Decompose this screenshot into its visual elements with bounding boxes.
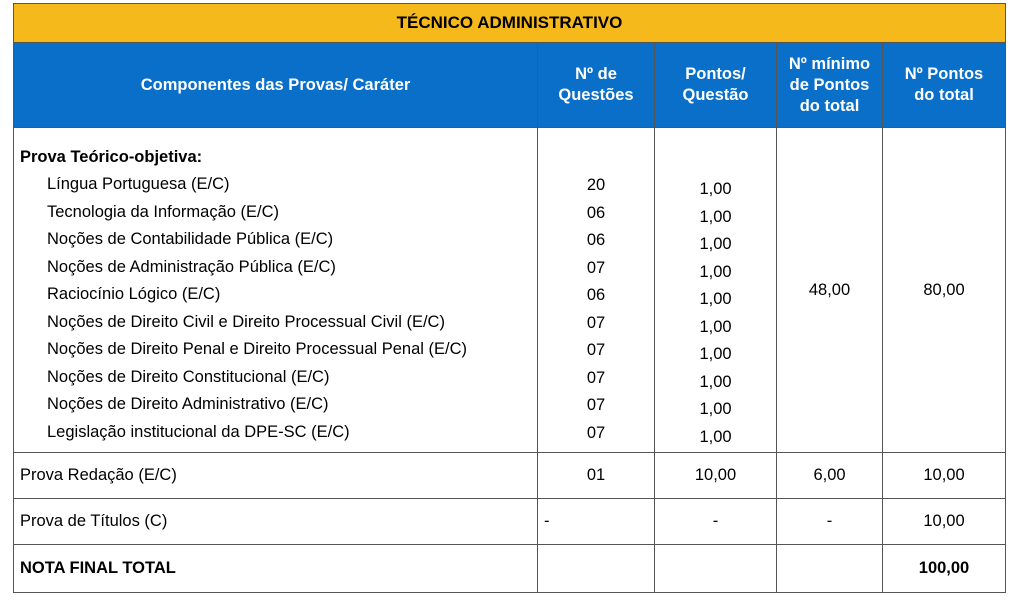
titulos-name: Prova de Títulos (C) <box>14 499 538 545</box>
titulos-min-points: - <box>777 499 883 545</box>
exam-components-table <box>13 3 1006 593</box>
title-row <box>14 4 1006 43</box>
subject-points: 1,00 <box>699 290 732 308</box>
objective-section-label: Prova Teórico-objetiva: <box>20 148 203 166</box>
subject-points: 1,00 <box>699 180 732 198</box>
objective-points-cell <box>655 128 777 453</box>
final-empty-questions <box>538 545 655 593</box>
final-empty-points <box>655 545 777 593</box>
final-row <box>14 545 1006 593</box>
final-empty-min <box>777 545 883 593</box>
titulos-points: - <box>655 499 777 545</box>
objective-row <box>14 128 1006 453</box>
redacao-total-points: 10,00 <box>883 453 1006 499</box>
subject-questions: 07 <box>586 313 606 332</box>
header-row <box>14 43 1006 128</box>
subject-name: Noções de Contabilidade Pública (E/C) <box>47 230 334 248</box>
subject-points: 1,00 <box>699 317 732 336</box>
subject-name: Legislação institucional da DPE-SC (E/C) <box>47 422 350 441</box>
subject-name: Noções de Administração Pública (E/C) <box>47 257 336 276</box>
subject-name: Noções de Direito Constitucional (E/C) <box>47 367 330 386</box>
header-min-line3: do total <box>799 96 860 115</box>
subject-points: 1,00 <box>699 400 732 418</box>
titulos-row <box>14 499 1006 545</box>
header-total-points <box>883 43 1006 128</box>
titulos-questions: - <box>538 499 655 545</box>
header-ppq-line2: Questão <box>682 86 749 104</box>
table-title: TÉCNICO ADMINISTRATIVO <box>14 4 1006 43</box>
final-total-points: 100,00 <box>883 545 1006 593</box>
subject-name: Tecnologia da Informação (E/C) <box>47 202 280 221</box>
subject-questions: 07 <box>586 396 606 414</box>
subject-questions: 07 <box>586 368 606 387</box>
objective-components-cell <box>14 128 538 453</box>
subject-points: 1,00 <box>699 207 732 226</box>
header-ppq-line1: Pontos/ <box>685 65 746 83</box>
subject-points: 1,00 <box>699 427 732 446</box>
final-label: NOTA FINAL TOTAL <box>14 545 538 593</box>
header-min-line1: Nº mínimo <box>788 54 871 73</box>
redacao-row <box>14 453 1006 499</box>
subject-questions: 06 <box>586 203 606 222</box>
header-questions-line1: Nº de <box>575 65 617 83</box>
subject-points: 1,00 <box>699 262 732 281</box>
header-min-points <box>777 43 883 128</box>
subject-questions: 06 <box>586 286 606 304</box>
objective-min-points: 48,00 <box>777 128 883 453</box>
subject-name: Raciocínio Lógico (E/C) <box>47 285 221 303</box>
header-questions-line2: Questões <box>558 86 634 104</box>
subject-points: 1,00 <box>699 372 732 391</box>
subject-questions: 20 <box>586 176 606 194</box>
objective-total-points: 80,00 <box>883 128 1006 453</box>
exam-table-container <box>13 3 1005 593</box>
redacao-name: Prova Redação (E/C) <box>14 453 538 499</box>
header-points-per-question <box>655 43 777 128</box>
header-components: Componentes das Provas/ Caráter <box>14 43 538 128</box>
redacao-points: 10,00 <box>655 453 777 499</box>
header-questions <box>538 43 655 128</box>
objective-questions-cell <box>538 128 655 453</box>
header-total-line2: do total <box>914 86 974 104</box>
subject-name: Noções de Direito Civil e Direito Processual Civil (E/C) <box>47 312 445 331</box>
titulos-total-points: 10,00 <box>883 499 1006 545</box>
subject-questions: 07 <box>586 258 606 277</box>
subject-questions: 06 <box>586 231 606 249</box>
subject-points: 1,00 <box>699 345 732 363</box>
redacao-min-points: 6,00 <box>777 453 883 499</box>
subject-name: Noções de Direito Administrativo (E/C) <box>47 395 329 413</box>
subject-name: Língua Portuguesa (E/C) <box>47 175 230 193</box>
header-total-line1: Nº Pontos <box>904 65 984 83</box>
redacao-questions: 01 <box>538 453 655 499</box>
subject-questions: 07 <box>586 423 606 442</box>
subject-points: 1,00 <box>699 235 732 253</box>
subject-name: Noções de Direito Penal e Direito Processual Penal (E/C) <box>47 340 468 358</box>
subject-questions: 07 <box>586 341 606 359</box>
header-min-line2: de Pontos <box>789 75 870 94</box>
